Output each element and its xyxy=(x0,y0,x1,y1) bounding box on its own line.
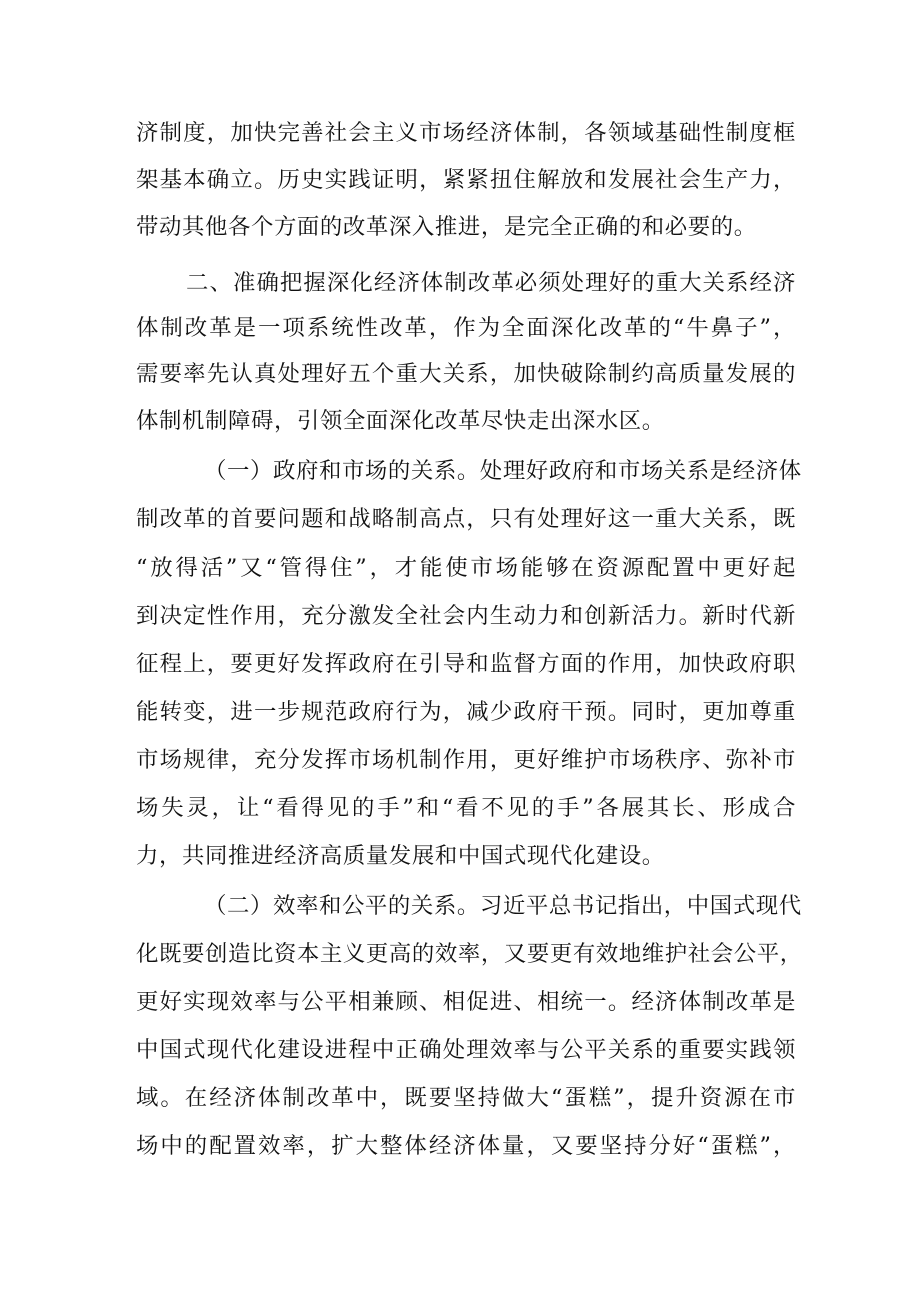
text-line-3: 带动其他各个方面的改革深入推进，是完全正确的和必要的。 xyxy=(136,214,757,240)
text-line-2: 架基本确立。历史实践证明，紧紧扭住解放和发展社会生产力， xyxy=(136,167,796,193)
text-line-20: 中国式现代化建设进程中正确处理效率与公平关系的重要实践领 xyxy=(136,1037,796,1063)
subsection-heading-2: （二）效率和公平的关系。习近平总书记指出，中国式现代 xyxy=(204,893,802,919)
section-heading-2: 二、准确把握深化经济体制改革必须处理好的重大关系经济 xyxy=(186,270,796,296)
text-line-13: 能转变，进一步规范政府行为，减少政府干预。同时，更加尊重 xyxy=(136,699,796,725)
text-line-10: “放得活”又“管得住”，才能使市场能够在资源配置中更好起 xyxy=(136,555,796,581)
text-line-1: 济制度，加快完善社会主义市场经济体制，各领域基础性制度框 xyxy=(136,120,796,146)
text-line-12: 征程上，要更好发挥政府在引导和监督方面的作用，加快政府职 xyxy=(136,651,796,677)
text-line-5: 体制改革是一项系统性改革，作为全面深化改革的“牛鼻子”， xyxy=(136,315,796,341)
text-line-6: 需要率先认真处理好五个重大关系，加快破除制约高质量发展的 xyxy=(136,361,796,387)
text-line-16: 力，共同推进经济高质量发展和中国式现代化建设。 xyxy=(136,843,665,869)
text-line-7: 体制机制障碍，引领全面深化改革尽快走出深水区。 xyxy=(136,408,665,434)
text-line-14: 市场规律，充分发挥市场机制作用，更好维护市场秩序、弥补市 xyxy=(136,747,796,773)
text-line-21: 域。在经济体制改革中，既要坚持做大“蛋糕”，提升资源在市 xyxy=(136,1085,796,1111)
text-line-22: 场中的配置效率，扩大整体经济体量，又要坚持分好“蛋糕”， xyxy=(136,1133,796,1159)
text-line-11: 到决定性作用，充分激发全社会内生动力和创新活力。新时代新 xyxy=(136,603,796,629)
text-line-19: 更好实现效率与公平相兼顾、相促进、相统一。经济体制改革是 xyxy=(136,989,796,1015)
text-line-18: 化既要创造比资本主义更高的效率，又要更有效地维护社会公平， xyxy=(136,941,803,967)
text-line-15: 场失灵，让“看得见的手”和“看不见的手”各展其长、形成合 xyxy=(136,795,796,821)
text-line-9: 制改革的首要问题和战略制高点，只有处理好这一重大关系，既 xyxy=(136,506,796,532)
subsection-heading-1: （一）政府和市场的关系。处理好政府和市场关系是经济体 xyxy=(204,458,802,484)
